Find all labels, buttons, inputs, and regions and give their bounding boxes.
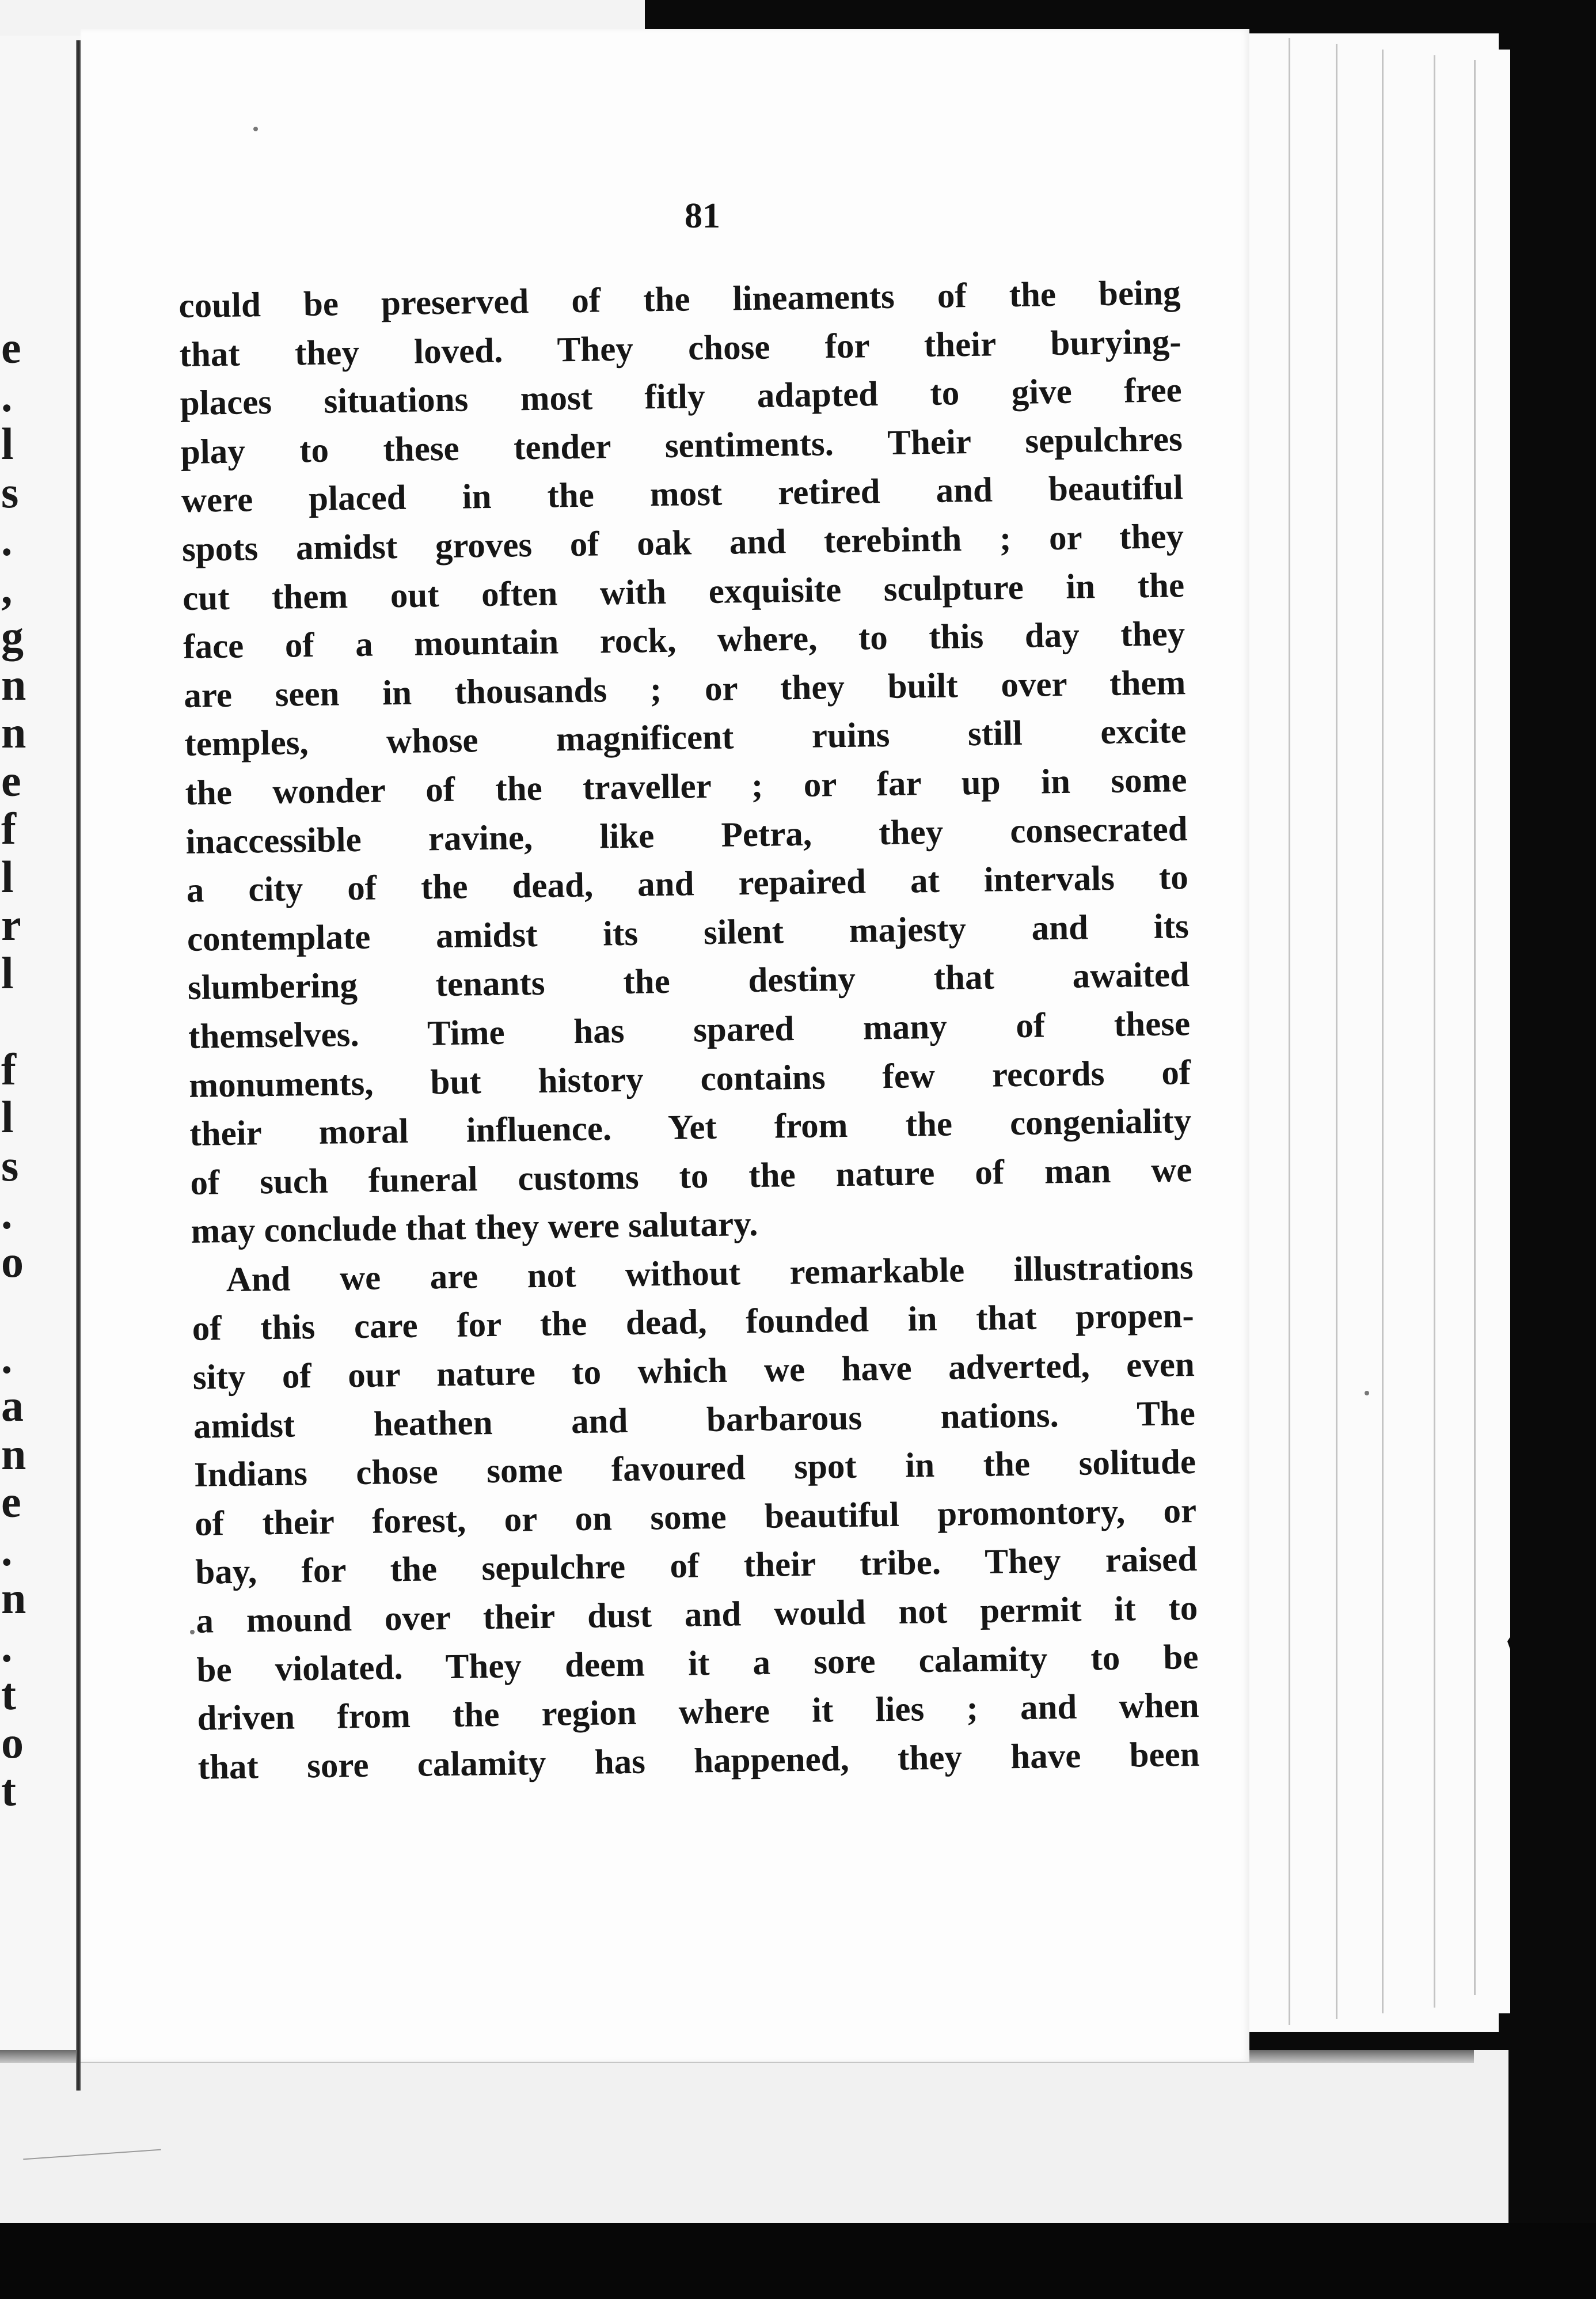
- page-text-block: [178, 269, 1200, 1792]
- margin-fragment: .: [1, 1332, 13, 1383]
- margin-fragment: n: [1, 1428, 26, 1479]
- margin-fragment: g: [1, 611, 24, 661]
- text-line: the wonder of the traveller ; or far up in some: [185, 761, 1187, 813]
- margin-fragment: .: [1, 515, 13, 565]
- text-line: contemplate amidst its silent majesty and its: [187, 906, 1190, 959]
- text-line: monuments, but history contains few records of: [188, 1053, 1191, 1105]
- text-line: slumbering tenants the destiny that awaited: [187, 955, 1190, 1008]
- text-line: places situations most fitly adapted to give free: [180, 371, 1183, 423]
- margin-fragment: .: [1, 1188, 13, 1238]
- margin-fragment: t: [1, 1669, 16, 1719]
- margin-fragment: l: [1, 419, 14, 469]
- text-line: And we are not without remarkable illustrations: [226, 1247, 1194, 1299]
- margin-fragment: [1, 997, 24, 1045]
- page-number: 81: [685, 196, 720, 236]
- text-line: could be preserved of the lineaments of the being: [178, 274, 1181, 325]
- margin-fragment: .: [1, 1621, 13, 1671]
- margin-fragment: r: [1, 900, 21, 950]
- margin-fragment: .: [1, 370, 13, 421]
- text-line: driven from the region where it lies ; and when: [197, 1686, 1199, 1739]
- scan-border-band: [0, 2223, 1596, 2299]
- book-page: [81, 29, 1249, 2062]
- margin-fragment: n: [1, 659, 26, 710]
- margin-fragment: e: [1, 1477, 21, 1527]
- text-line: bay, for the sepulchre of their tribe. They raised: [195, 1540, 1198, 1592]
- paper-speck: [190, 1630, 195, 1634]
- text-line: Indians chose some favoured spot in the solitude: [193, 1443, 1196, 1495]
- text-line: may conclude that they were salutary.: [191, 1205, 758, 1251]
- text-line: their moral influence. Yet from the congeniality: [189, 1102, 1192, 1154]
- left-page-margin-fragments: [1, 324, 24, 1879]
- text-line: are seen in thousands ; or they built over them: [183, 663, 1186, 715]
- paper-speck: [1365, 1391, 1369, 1395]
- text-line: of their forest, or on some beautiful promontory, or: [194, 1491, 1197, 1543]
- text-line: play to these tender sentiments. Their sepulchres: [180, 419, 1183, 472]
- text-line: of such funeral customs to the nature of man we: [190, 1150, 1192, 1202]
- margin-fragment: n: [1, 1573, 26, 1623]
- margin-fragment: n: [1, 707, 26, 757]
- margin-fragment: [1, 1285, 24, 1334]
- margin-fragment: e: [1, 755, 21, 806]
- text-line: temples, whose magnificent ruins still excite: [184, 712, 1187, 764]
- text-line: a mound over their dust and would not permit it to: [196, 1589, 1198, 1641]
- text-line: amidst heathen and barbarous nations. The: [193, 1394, 1196, 1446]
- text-line: inaccessible ravine, like Petra, they consecrated: [185, 809, 1188, 862]
- text-line: a city of the dead, and repaired at intervals to: [186, 858, 1189, 911]
- margin-fragment: o: [1, 1717, 24, 1767]
- page-tear-notch: [1507, 1607, 1530, 1705]
- margin-fragment: l: [1, 851, 14, 902]
- margin-fragment: a: [1, 1380, 24, 1431]
- page-edge-sheet: [1474, 60, 1509, 1995]
- text-line: were placed in the most retired and beautiful: [181, 468, 1184, 521]
- text-line: spots amidst groves of oak and terebinth ; or they: [181, 517, 1184, 569]
- margin-fragment: e: [1, 323, 21, 373]
- margin-fragment: t: [1, 1765, 16, 1815]
- text-line: be violated. They deem it a sore calamity to be: [196, 1637, 1199, 1690]
- paper-speck: [253, 127, 258, 131]
- margin-fragment: s: [1, 1140, 19, 1190]
- margin-fragment: f: [1, 803, 16, 853]
- margin-fragment: ,: [1, 563, 13, 613]
- text-line: face of a mountain rock, where, to this day they: [183, 614, 1185, 667]
- text-line: that sore calamity has happened, they have been: [197, 1735, 1200, 1787]
- text-line: cut them out often with exquisite sculpture in the: [182, 566, 1185, 618]
- margin-fragment: s: [1, 466, 19, 517]
- text-line: themselves. Time has spared many of these: [188, 1004, 1191, 1056]
- text-line: sity of our nature to which we have adverted, even: [192, 1345, 1195, 1397]
- margin-fragment: l: [1, 947, 14, 998]
- margin-fragment: l: [1, 1092, 14, 1142]
- margin-fragment: .: [1, 1524, 13, 1575]
- text-line: of this care for the dead, founded in that propen-: [192, 1296, 1195, 1349]
- text-line: that they loved. They chose for their burying-: [179, 322, 1181, 374]
- margin-fragment: o: [1, 1236, 24, 1287]
- book-gutter: [76, 40, 81, 2091]
- left-page-edge: [0, 36, 81, 2057]
- margin-fragment: f: [1, 1044, 16, 1094]
